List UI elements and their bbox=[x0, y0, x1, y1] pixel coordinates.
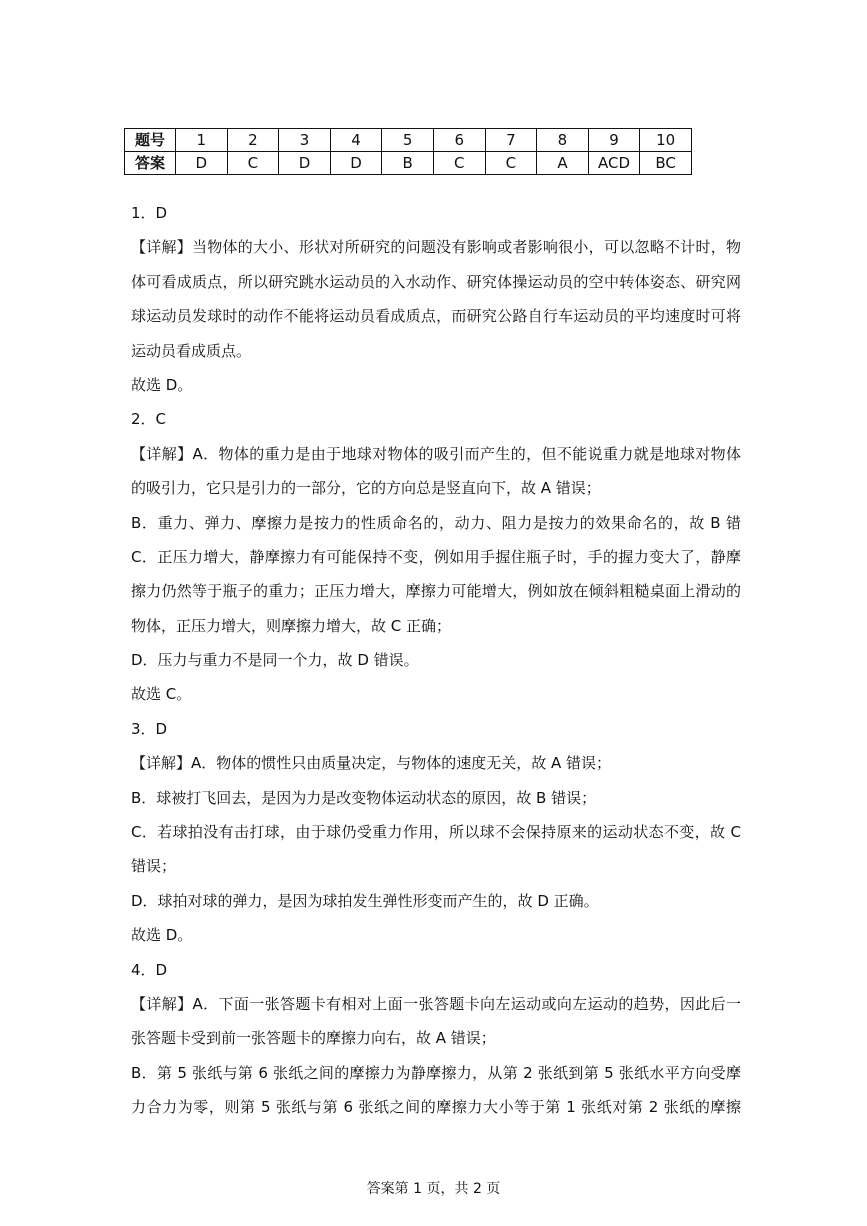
text-line: 运动员看成质点。 bbox=[131, 341, 252, 360]
answer-cell: D bbox=[176, 152, 228, 175]
answer-cell: B bbox=[382, 152, 434, 175]
row-label-question-number: 题号 bbox=[125, 129, 176, 152]
text-line: B．第 5 张纸与第 6 张纸之间的摩擦力为静摩擦力，从第 2 张纸到第 5 张纸水平方向受摩 bbox=[131, 1063, 741, 1082]
question-number-cell: 6 bbox=[433, 129, 485, 152]
answer-table bbox=[124, 128, 692, 175]
page-footer: 答案第 1 页，共 2 页 bbox=[366, 1181, 501, 1197]
text-line: 【详解】当物体的大小、形状对所研究的问题没有影响或者影响很小，可以忽略不计时，物 bbox=[131, 238, 741, 257]
answer-cell: D bbox=[330, 152, 382, 175]
text-line: 【详解】A．下面一张答题卡有相对上面一张答题卡向左运动或向左运动的趋势，因此后一 bbox=[131, 994, 741, 1013]
text-line: 张答题卡受到前一张答题卡的摩擦力向右，故 A 错误； bbox=[131, 1029, 496, 1048]
answer-cell: C bbox=[433, 152, 485, 175]
question-number-cell: 7 bbox=[485, 129, 537, 152]
text-line: 1．D bbox=[131, 204, 168, 222]
text-line: 的吸引力，它只是引力的一部分，它的方向总是竖直向下，故 A 错误； bbox=[131, 479, 601, 498]
text-line: 物体，正压力增大，则摩擦力增大，故 C 正确； bbox=[131, 616, 452, 635]
text-line: D．球拍对球的弹力，是因为球拍发生弹性形变而产生的，故 D 正确。 bbox=[131, 891, 599, 910]
answer-cell: A bbox=[537, 152, 589, 175]
question-number-cell: 8 bbox=[537, 129, 589, 152]
question-number-row bbox=[125, 129, 692, 152]
question-number-cell: 1 bbox=[176, 129, 228, 152]
question-number-cell: 2 bbox=[227, 129, 279, 152]
question-number-cell: 4 bbox=[330, 129, 382, 152]
text-line: B．球被打飞回去，是因为力是改变物体运动状态的原因，故 B 错误； bbox=[131, 788, 597, 807]
text-line: 球运动员发球时的动作不能将运动员看成质点，而研究公路自行车运动员的平均速度时可将 bbox=[131, 307, 741, 326]
text-line: 体可看成质点，所以研究跳水运动员的入水动作、研究体操运动员的空中转体姿态、研究网 bbox=[131, 272, 741, 291]
question-number-cell: 9 bbox=[588, 129, 640, 152]
text-line: C．若球拍没有击打球，由于球仍受重力作用，所以球不会保持原来的运动状态不变，故 C bbox=[131, 823, 741, 842]
text-line: 4．D bbox=[131, 960, 168, 979]
text-line: B．重力、弹力、摩擦力是按力的性质命名的，动力、阻力是按力的效果命名的，故 B 错 bbox=[131, 513, 741, 532]
answer-row bbox=[125, 152, 692, 175]
text-line: 【详解】A．物体的惯性只由质量决定，与物体的速度无关，故 A 错误； bbox=[131, 754, 612, 773]
text-line: C．正压力增大，静摩擦力有可能保持不变，例如用手握住瓶子时，手的握力变大了，静摩 bbox=[131, 547, 741, 566]
answer-cell: D bbox=[279, 152, 331, 175]
text-line: D．压力与重力不是同一个力，故 D 错误。 bbox=[131, 651, 419, 670]
explanations bbox=[131, 196, 741, 1125]
text-line: 擦力仍然等于瓶子的重力；正压力增大，摩擦力可能增大，例如放在倾斜粗糙桌面上滑动的 bbox=[131, 582, 741, 601]
answer-cell: BC bbox=[640, 152, 692, 175]
text-line: 错误； bbox=[131, 857, 177, 876]
row-label-answer: 答案 bbox=[125, 152, 176, 175]
text-line: 故选 D。 bbox=[131, 926, 193, 945]
question-number-cell: 5 bbox=[382, 129, 434, 152]
answer-cell: C bbox=[485, 152, 537, 175]
question-number-cell: 10 bbox=[640, 129, 692, 152]
question-number-cell: 3 bbox=[279, 129, 331, 152]
text-line: 2．C bbox=[131, 410, 167, 429]
text-line: 【详解】A．物体的重力是由于地球对物体的吸引而产生的，但不能说重力就是地球对物体 bbox=[131, 444, 741, 463]
answer-cell: ACD bbox=[588, 152, 640, 175]
text-line: 力合力为零，则第 5 张纸与第 6 张纸之间的摩擦力大小等于第 1 张纸对第 2 张纸的摩擦 bbox=[131, 1098, 741, 1117]
answer-cell: C bbox=[227, 152, 279, 175]
text-line: 3．D bbox=[131, 719, 168, 738]
text-line: 故选 C。 bbox=[131, 685, 192, 704]
text-line: 故选 D。 bbox=[131, 375, 193, 394]
